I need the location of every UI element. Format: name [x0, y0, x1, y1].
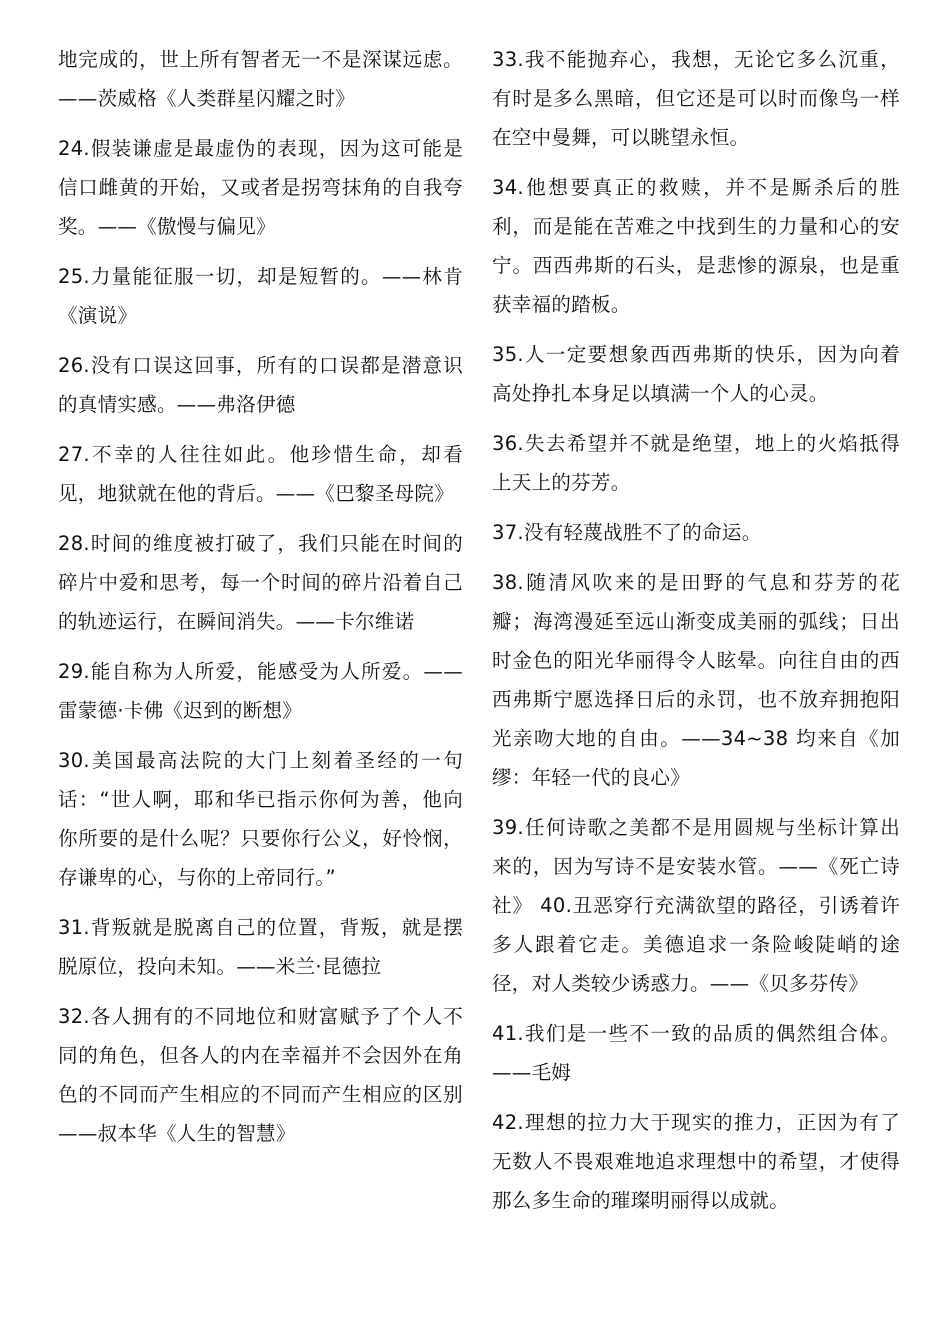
- quote-entry-27: 27.不幸的人往往如此。他珍惜生命，却看见，地狱就在他的背后。——《巴黎圣母院》: [58, 443, 463, 505]
- quote-entry-26: 26.没有口误这回事，所有的口误都是潜意识的真情实感。——弗洛伊德: [58, 354, 463, 416]
- quote-entry-38: 38.随清风吹来的是田野的气息和芬芳的花瓣；海湾漫延至远山渐变成美丽的弧线；日出时金色的阳光华丽得令人眩晕。向往自由的西西弗斯宁愿选择日后的永罚，也不放弃拥抱阳光亲吻大地的自由。——34~38 均来自《加缪：年轻一代的良心》: [492, 571, 900, 789]
- quote-entry-33: 33.我不能抛弃心，我想，无论它多么沉重，有时是多么黑暗，但它还是可以时而像鸟一样在空中曼舞，可以眺望永恒。: [492, 48, 900, 149]
- quote-entry-36: 36.失去希望并不就是绝望，地上的火焰抵得上天上的芬芳。: [492, 432, 900, 494]
- quote-entry-29: 29.能自称为人所爱，能感受为人所爱。——雷蒙德·卡佛《迟到的断想》: [58, 660, 463, 722]
- quote-entry-41: 41.我们是一些不一致的品质的偶然组合体。——毛姆: [492, 1022, 900, 1084]
- quote-entry-42: 42.理想的拉力大于现实的推力，正因为有了无数人不畏艰难地追求理想中的希望，才使得那么多生命的璀璨明丽得以成就。: [492, 1111, 900, 1212]
- left-column: [58, 40, 463, 1164]
- quote-entry-39-40: 39.任何诗歌之美都不是用圆规与坐标计算出来的，因为写诗不是安装水管。——《死亡诗社》 40.丑恶穿行充满欲望的路径，引诱着许多人跟着它走。美德追求一条险峻陡峭的途径，对人类较少诱惑力。——《贝多芬传》: [492, 816, 900, 995]
- quote-entry-34: 34.他想要真正的救赎，并不是厮杀后的胜利，而是能在苦难之中找到生的力量和心的安宁。西西弗斯的石头，是悲惨的源泉，也是重获幸福的踏板。: [492, 176, 900, 316]
- quote-entry-37: 37.没有轻蔑战胜不了的命运。: [492, 521, 762, 544]
- quote-entry-28: 28.时间的维度被打破了，我们只能在时间的碎片中爱和思考，每一个时间的碎片沿着自己的轨迹运行，在瞬间消失。——卡尔维诺: [58, 532, 463, 633]
- quote-entry-30: 30.美国最高法院的大门上刻着圣经的一句话：“世人啊，耶和华已指示你何为善，他向你所要的是什么呢？只要你行公义，好怜悯，存谦卑的心，与你的上帝同行。”: [58, 749, 463, 889]
- quote-entry-31: 31.背叛就是脱离自己的位置，背叛，就是摆脱原位，投向未知。——米兰·昆德拉: [58, 916, 463, 978]
- right-column: [492, 40, 900, 1231]
- quote-entry-23-continued: 地完成的，世上所有智者无一不是深谋远虑。——茨威格《人类群星闪耀之时》: [58, 48, 463, 110]
- quote-entry-32: 32.各人拥有的不同地位和财富赋予了个人不同的角色，但各人的内在幸福并不会因外在角色的不同而产生相应的不同而产生相应的区别——叔本华《人生的智慧》: [58, 1005, 463, 1145]
- quote-entry-25: 25.力量能征服一切，却是短暂的。——林肯《演说》: [58, 265, 463, 327]
- quote-entry-35: 35.人一定要想象西西弗斯的快乐，因为向着高处挣扎本身足以填满一个人的心灵。: [492, 343, 900, 405]
- quote-entry-24: 24.假装谦虚是最虚伪的表现，因为这可能是信口雌黄的开始，又或者是拐弯抹角的自我夸奖。——《傲慢与偏见》: [58, 137, 463, 238]
